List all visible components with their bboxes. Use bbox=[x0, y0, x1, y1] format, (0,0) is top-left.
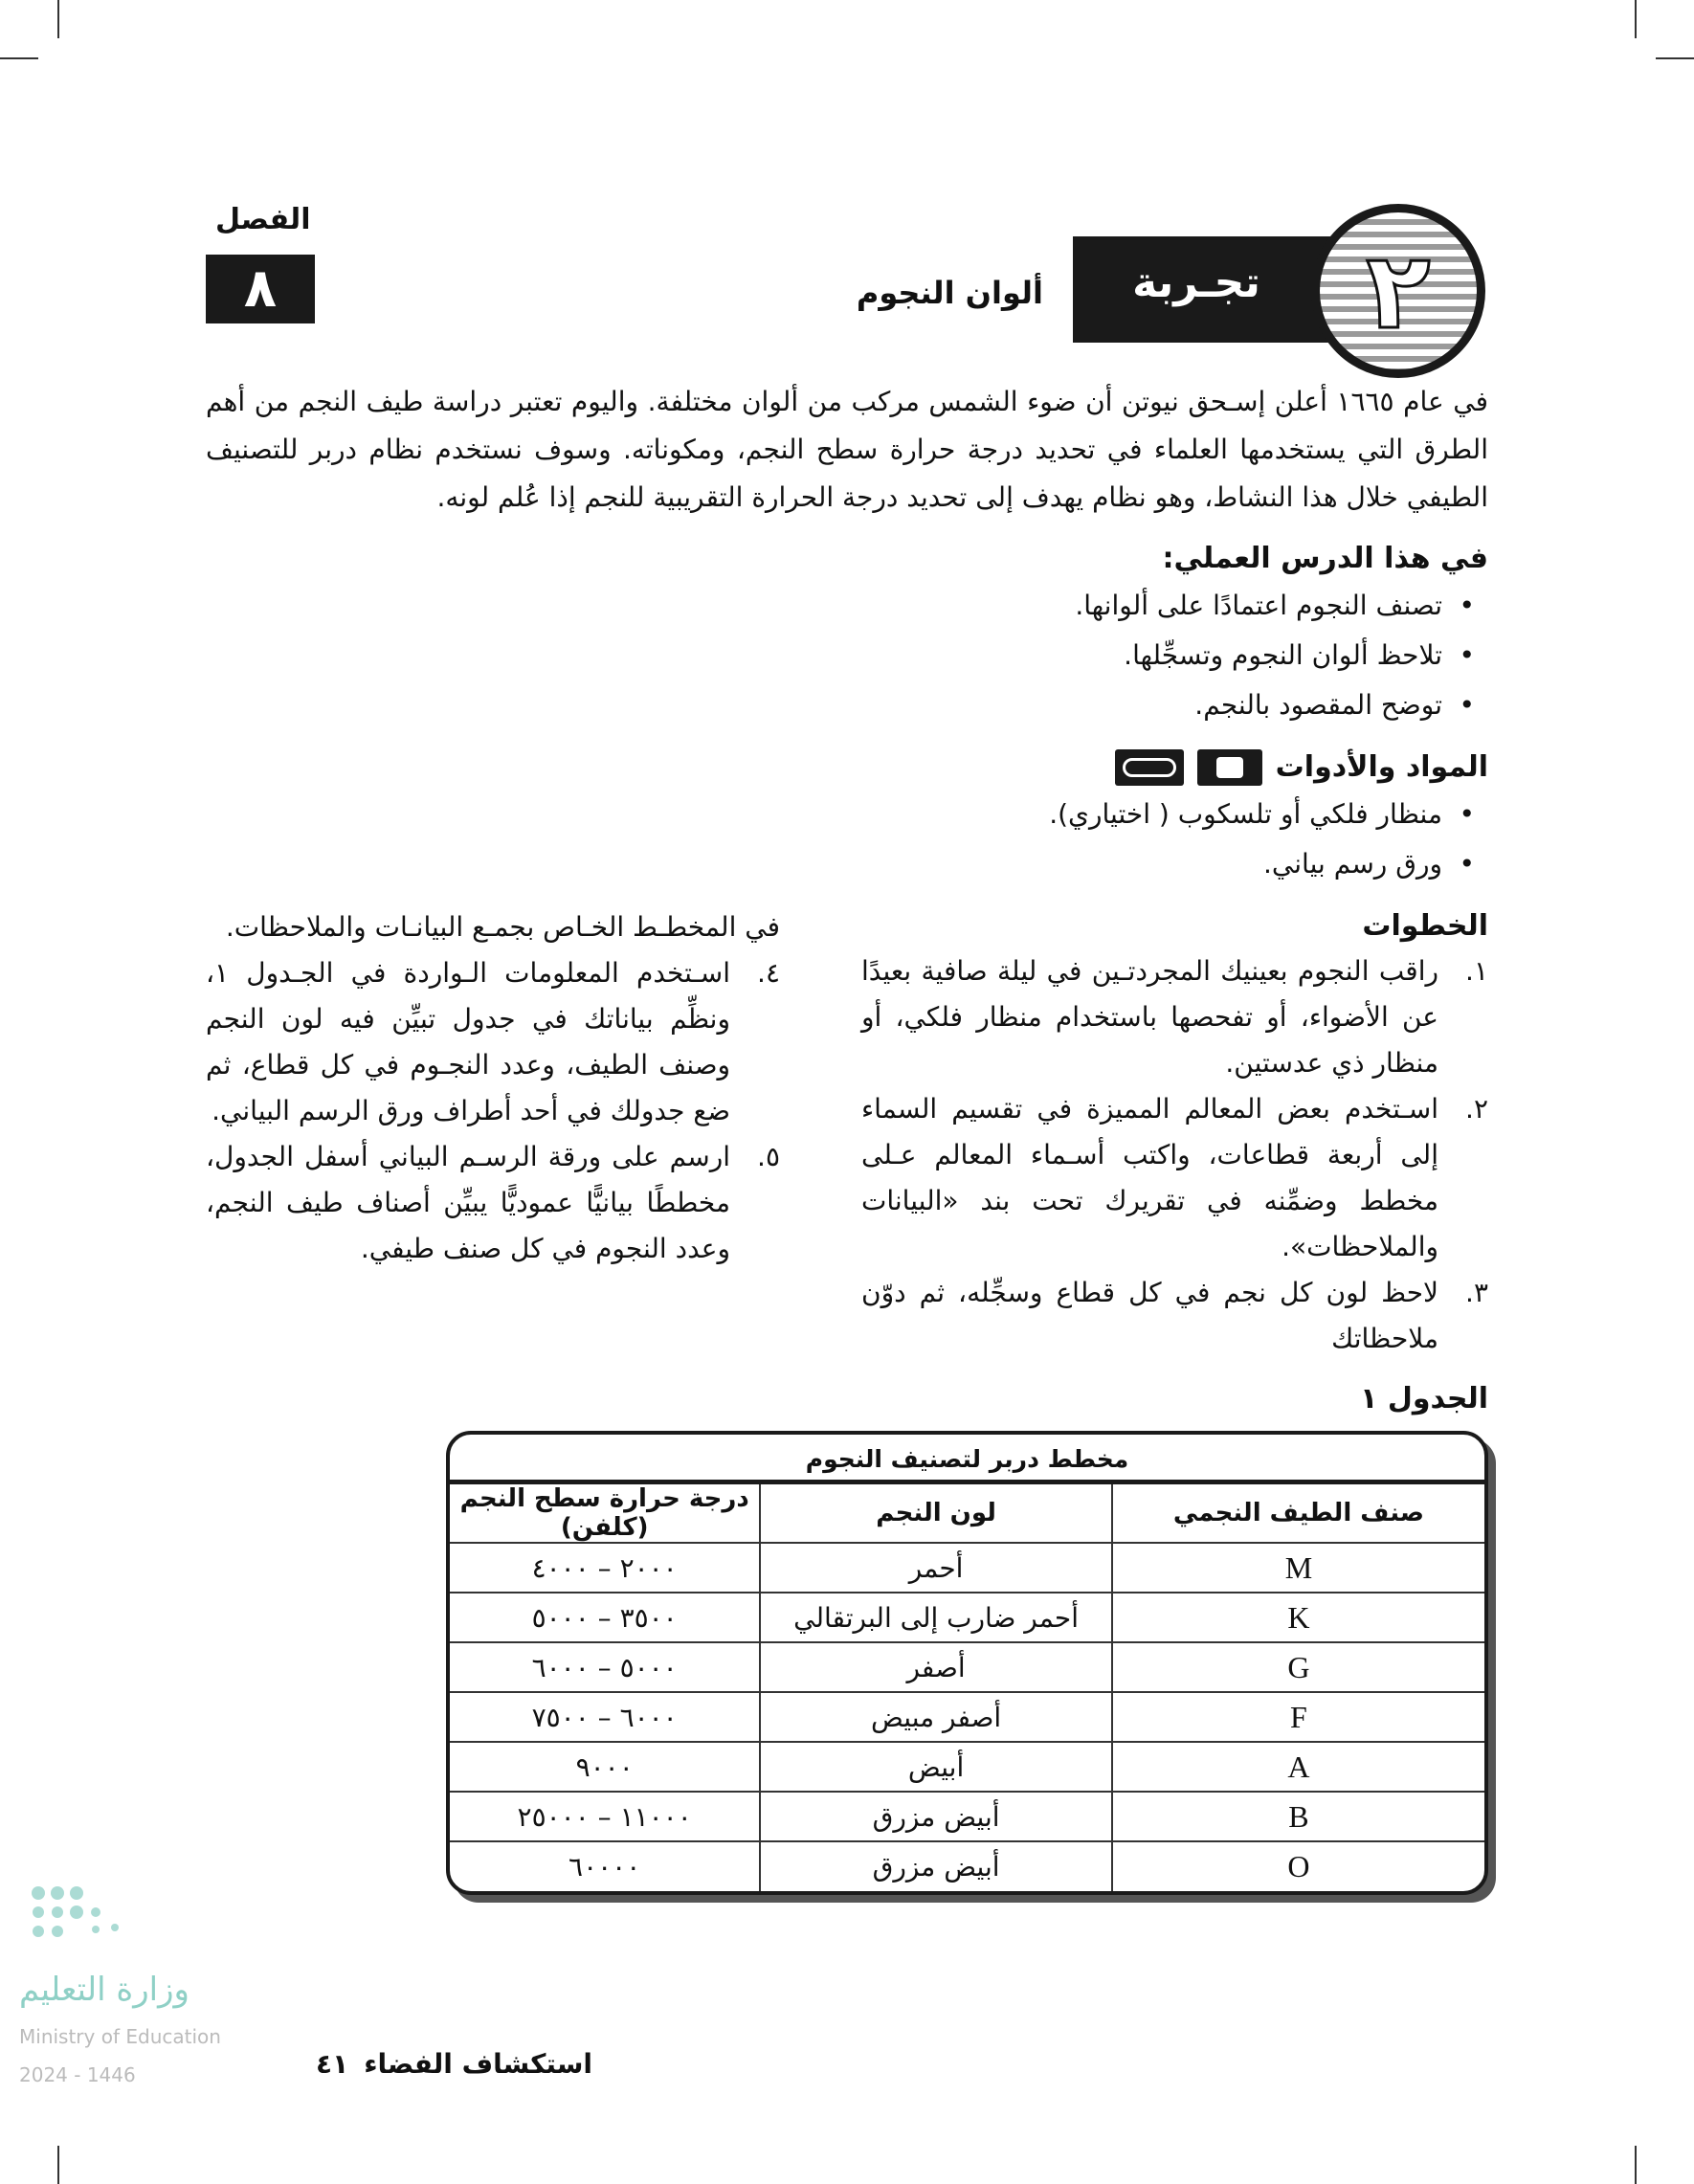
spectral-class-cell: G bbox=[1112, 1642, 1484, 1692]
list-item: • تلاحظ ألوان النجوم وتسجِّلها. bbox=[206, 631, 1488, 680]
crop-mark bbox=[57, 2146, 59, 2184]
temperature-cell: ٥٠٠٠ – ٦٠٠٠ bbox=[450, 1642, 760, 1692]
list-item: • تصنف النجوم اعتمادًا على ألوانها. bbox=[206, 581, 1488, 631]
star-color-cell: أصفر bbox=[760, 1642, 1112, 1692]
experiment-number: ٢ bbox=[1366, 230, 1431, 352]
temperature-cell: ٣٥٠٠ – ٥٠٠٠ bbox=[450, 1593, 760, 1642]
star-color-cell: أبيض bbox=[760, 1742, 1112, 1792]
experiment-label: تجـربة bbox=[1132, 258, 1260, 307]
main-content bbox=[206, 378, 1488, 1895]
spectral-class-cell: K bbox=[1112, 1593, 1484, 1642]
step-text: ارسم على ورقة الرسـم البياني أسفل الجدول، مخططًا بيانيًّا عموديًّا يبيِّن أصناف طيف النجم، وعدد النجوم في كل صنف طيفي. bbox=[206, 1141, 730, 1264]
steps-list bbox=[861, 948, 1488, 1362]
column-header: درجة حرارة سطح النجم (كلفن) bbox=[450, 1484, 760, 1543]
spectral-class-cell: O bbox=[1112, 1841, 1484, 1891]
step-number: ٣. bbox=[1465, 1277, 1488, 1308]
list-item: • ورق رسم بياني. bbox=[206, 839, 1488, 889]
star-color-cell: أبيض مزرق bbox=[760, 1792, 1112, 1841]
star-color-cell: أبيض مزرق bbox=[760, 1841, 1112, 1891]
table-row bbox=[450, 1692, 1484, 1742]
star-color-cell: أحمر ضارب إلى البرتقالي bbox=[760, 1593, 1112, 1642]
crop-mark bbox=[0, 57, 38, 59]
step-text: لاحظ لون كل نجم في كل قطاع وسجِّله، ثم دوّن ملاحظاتك bbox=[861, 1277, 1438, 1354]
steps-heading: الخطوات bbox=[1362, 909, 1488, 943]
materials-header bbox=[206, 746, 1488, 790]
lab-apron-icon bbox=[1197, 749, 1262, 786]
column-header: لون النجم bbox=[760, 1484, 1112, 1543]
step-item bbox=[206, 950, 780, 1134]
step-item bbox=[861, 948, 1488, 1086]
temperature-cell: ١١٠٠٠ – ٢٥٠٠٠ bbox=[450, 1792, 760, 1841]
materials-list bbox=[206, 790, 1488, 889]
step-text: راقب النجوم بعينيك المجردتـين في ليلة صافية بعيدًا عن الأضواء، أو تفحصها باستخدام منظار فلكي، أو منظار ذي عدستين. bbox=[861, 955, 1438, 1079]
draper-classification-table bbox=[446, 1431, 1488, 1895]
dot-pattern-icon bbox=[32, 1886, 119, 1937]
chapter-number: ٨ bbox=[206, 255, 315, 323]
steps-section bbox=[206, 904, 1488, 1362]
step-item bbox=[861, 1086, 1488, 1270]
spectral-class-cell: B bbox=[1112, 1792, 1484, 1841]
table-row bbox=[450, 1593, 1484, 1642]
table-header-row bbox=[450, 1484, 1484, 1543]
crop-mark bbox=[1635, 2146, 1637, 2184]
step-number: ٢. bbox=[1465, 1093, 1488, 1125]
objectives-heading: في هذا الدرس العملي: bbox=[1162, 542, 1488, 575]
table-row bbox=[450, 1742, 1484, 1792]
list-item: • منظار فلكي أو تلسكوب ( اختياري). bbox=[206, 790, 1488, 839]
temperature-cell: ٢٠٠٠ – ٤٠٠٠ bbox=[450, 1543, 760, 1593]
experiment-number-badge bbox=[1311, 204, 1485, 378]
crop-mark bbox=[1635, 0, 1637, 38]
steps-column-2 bbox=[206, 904, 780, 1272]
page-footer bbox=[316, 2048, 592, 2080]
list-item: • توضح المقصود بالنجم. bbox=[206, 680, 1488, 730]
spectral-class-cell: A bbox=[1112, 1742, 1484, 1792]
table-row bbox=[450, 1642, 1484, 1692]
step-number: ٥. bbox=[757, 1141, 780, 1172]
step-text: اسـتخدم بعض المعالم المميزة في تقسيم السماء إلى أربعة قطاعات، واكتب أسـماء المعالم عـلى مخطط وضمِّنه في تقريرك تحت بند «البيانات والملاحظات». bbox=[861, 1093, 1438, 1262]
temperature-cell: ٦٠٠٠ – ٧٥٠٠ bbox=[450, 1692, 760, 1742]
intro-paragraph: في عام ١٦٦٥ أعلن إسـحق نيوتن أن ضوء الشمس مركب من ألوان مختلفة. واليوم تعتبر دراسة طيف النجم من أهم الطرق التي يستخدمها العلماء في تحديد درجة حرارة سطح النجم، ومكوناته. وسوف نستخدم نظام دربر للتصنيف الطيفي خلال هذا النشاط، وهو نظام يهدف إلى تحديد درجة الحرارة التقريبية للنجم إذا عُلم لونه. bbox=[206, 386, 1488, 513]
table-label: الجدول ١ bbox=[1360, 1382, 1488, 1415]
table-caption: مخطط دربر لتصنيف النجوم bbox=[450, 1435, 1484, 1484]
spectral-class-cell: M bbox=[1112, 1543, 1484, 1593]
step-number: ١. bbox=[1465, 955, 1488, 987]
star-color-cell: أحمر bbox=[760, 1543, 1112, 1593]
chapter-label: الفصل bbox=[215, 203, 311, 236]
temperature-cell: ٩٠٠٠ bbox=[450, 1742, 760, 1792]
table-row bbox=[450, 1792, 1484, 1841]
materials-heading: المواد والأدوات bbox=[1275, 750, 1488, 784]
ministry-watermark-logo bbox=[19, 1876, 287, 2125]
step-item bbox=[861, 1270, 1488, 1362]
experiment-title: ألوان النجوم bbox=[856, 275, 1043, 311]
objectives-list bbox=[206, 581, 1488, 730]
safety-goggles-icon bbox=[1115, 749, 1184, 786]
watermark-year: 2024 - 1446 bbox=[19, 2063, 136, 2086]
step-item bbox=[206, 1134, 780, 1272]
spectral-class-cell: F bbox=[1112, 1692, 1484, 1742]
book-title: استكشاف الفضاء bbox=[364, 2048, 592, 2080]
watermark-english: Ministry of Education bbox=[19, 2025, 221, 2048]
crop-mark bbox=[57, 0, 59, 38]
page-number: ٤١ bbox=[316, 2048, 349, 2080]
table-row bbox=[450, 1543, 1484, 1593]
step-continuation: في المخطـط الخـاص بجمـع البيانـات والملاحظات. bbox=[225, 911, 780, 943]
crop-mark bbox=[1656, 57, 1694, 59]
step-text: اسـتخدم المعلومات الـواردة في الجـدول ١، ونظِّم بياناتك في جدول تبيِّن فيه لون النجم وصنف الطيف، وعدد النجـوم في كل قطاع، ثم ضع جدولك في أحد أطراف ورق الرسم البياني. bbox=[206, 957, 730, 1126]
steps-column-1 bbox=[861, 904, 1488, 1362]
table-row bbox=[450, 1841, 1484, 1891]
temperature-cell: ٦٠٠٠٠ bbox=[450, 1841, 760, 1891]
star-color-cell: أصفر مبيض bbox=[760, 1692, 1112, 1742]
step-number: ٤. bbox=[757, 957, 780, 989]
watermark-arabic: وزارة التعليم bbox=[19, 1971, 189, 2009]
column-header: صنف الطيف النجمي bbox=[1112, 1484, 1484, 1543]
